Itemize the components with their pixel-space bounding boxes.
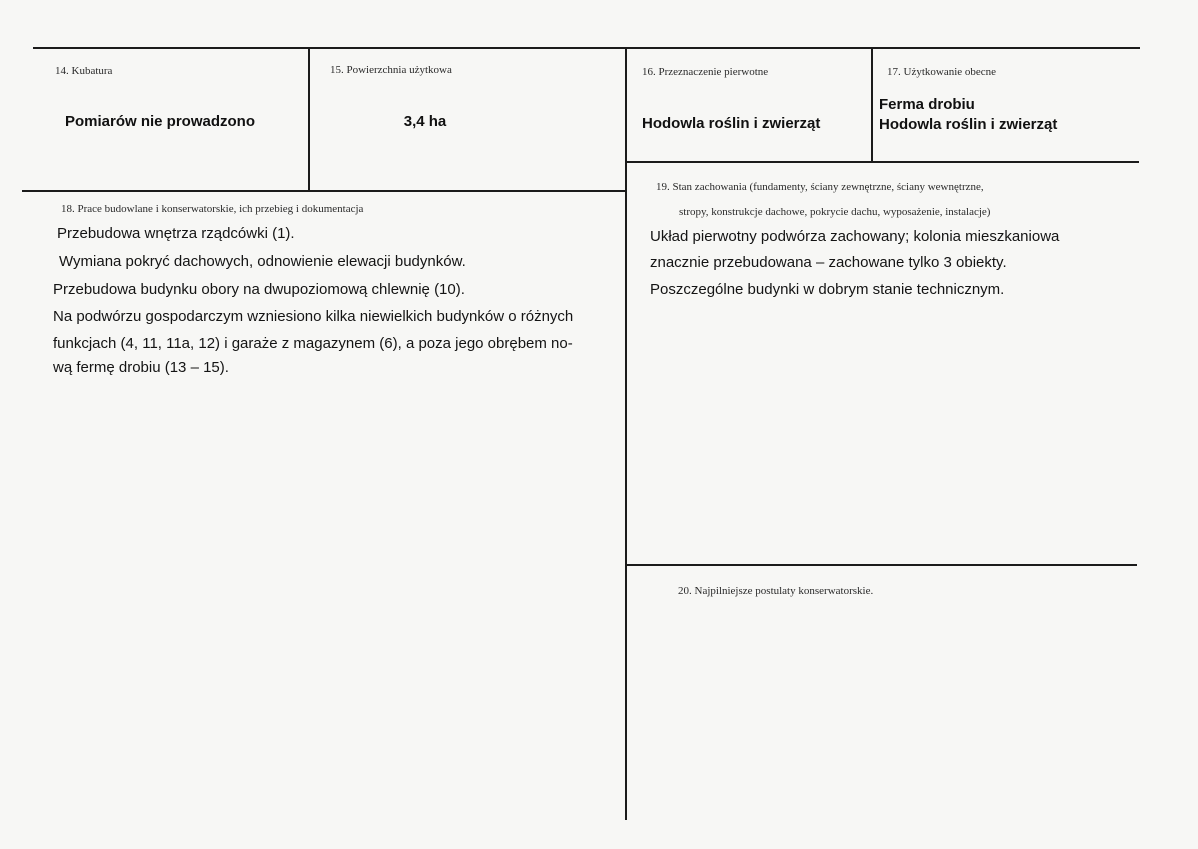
stan-label-line2: stropy, konstrukcje dachowe, pokrycie dachu, wyposażenie, instalacje)	[679, 206, 991, 218]
uzytkowanie-label: 17. Użytkowanie obecne	[887, 66, 997, 78]
prace-line: Na podwórzu gospodarczym wzniesiono kilka niewielkich budynków o różnych	[53, 308, 574, 325]
right-row-bottom-line	[625, 161, 1139, 163]
divider-15-16	[625, 48, 627, 820]
powierzchnia-value: 3,4 ha	[403, 113, 447, 130]
prace-line: Przebudowa wnętrza rządcówki (1).	[57, 225, 295, 242]
divider-14-15	[308, 48, 310, 191]
prace-line: Przebudowa budynku obory na dwupoziomową chlewnię (10).	[53, 281, 465, 298]
section-20-top-line	[625, 564, 1137, 566]
postulaty-label: 20. Najpilniejsze postulaty konserwatorskie.	[678, 585, 874, 597]
kubatura-value: Pomiarów nie prowadzono	[64, 113, 255, 130]
stan-label-line1: 19. Stan zachowania (fundamenty, ściany zewnętrzne, ściany wewnętrzne,	[656, 181, 984, 193]
przeznaczenie-value: Hodowla roślin i zwierząt	[642, 115, 821, 132]
kubatura-label: 14. Kubatura	[55, 65, 113, 77]
top-border-line	[33, 47, 1140, 49]
prace-label: 18. Prace budowlane i konserwatorskie, ich przebieg i dokumentacja	[61, 203, 364, 215]
stan-line: Układ pierwotny podwórza zachowany; kolonia mieszkaniowa	[650, 228, 1060, 245]
prace-line: funkcjach (4, 11, 11a, 12) i garaże z magazynem (6), a poza jego obrębem no-	[53, 335, 573, 352]
uzytkowanie-value-line2: Hodowla roślin i zwierząt	[879, 116, 1058, 133]
divider-16-17	[871, 48, 873, 162]
powierzchnia-label: 15. Powierzchnia użytkowa	[330, 64, 452, 76]
stan-line: Poszczególne budynki w dobrym stanie technicznym.	[650, 281, 1005, 298]
prace-line: Wymiana pokryć dachowych, odnowienie elewacji budynków.	[59, 253, 466, 270]
prace-line: wą fermę drobiu (13 – 15).	[53, 359, 229, 376]
uzytkowanie-value-line1: Ferma drobiu	[879, 96, 975, 113]
stan-line: znacznie przebudowana – zachowane tylko 3 obiekty.	[650, 254, 1007, 271]
przeznaczenie-label: 16. Przeznaczenie pierwotne	[642, 66, 769, 78]
left-row-bottom-line	[22, 190, 626, 192]
